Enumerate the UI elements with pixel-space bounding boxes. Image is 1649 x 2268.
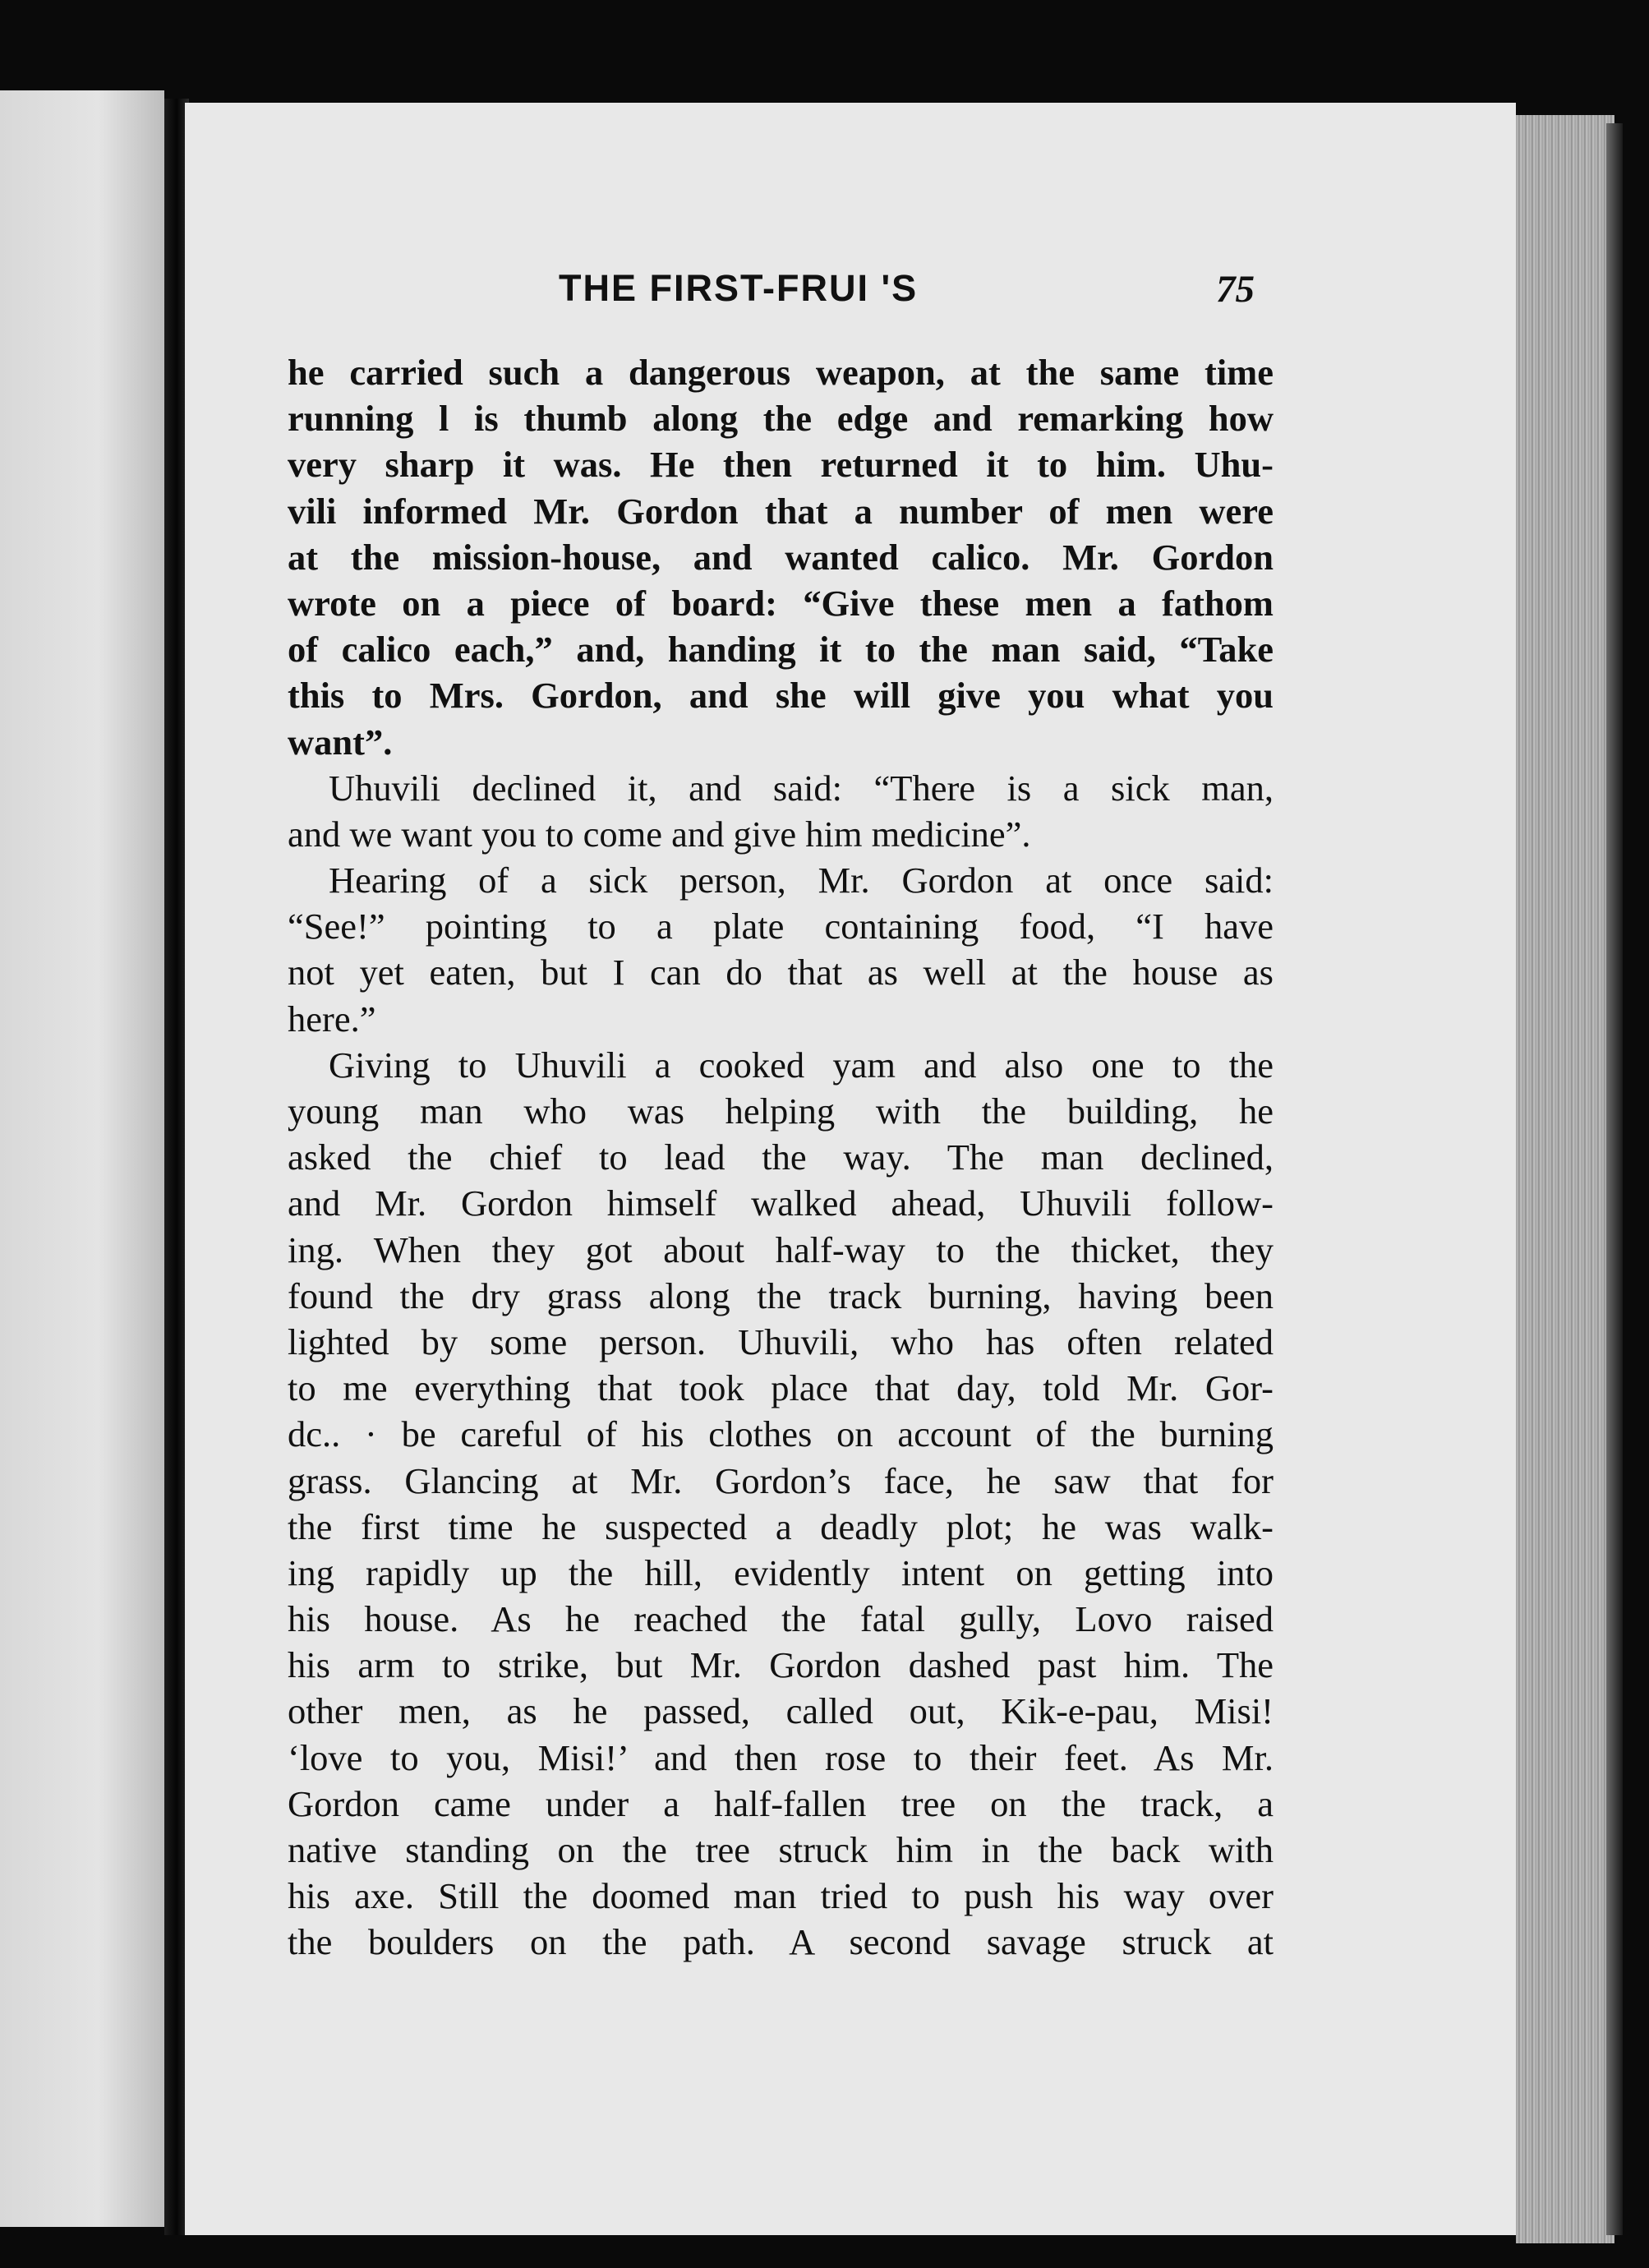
text-line: lighted by some person. Uhuvili, who has often related <box>288 1321 1274 1362</box>
text-line: want”. <box>288 721 393 763</box>
text-line: his axe. Still the doomed man tried to push his way over <box>288 1875 1274 1917</box>
text-line: running l is thumb along the edge and remarking how <box>288 398 1274 440</box>
text-line: of calico each,” and, handing it to the man said, “Take <box>288 629 1274 671</box>
text-line: here.” <box>288 998 376 1040</box>
text-line: found the dry grass along the track burning, having been <box>288 1275 1274 1316</box>
text-line: and we want you to come and give him medicine”. <box>288 813 1031 855</box>
text-line: young man who was helping with the building, he <box>288 1090 1274 1132</box>
text-line: Gordon came under a half-fallen tree on the track, a <box>288 1782 1274 1824</box>
text-line: at the mission-house, and wanted calico. Mr. Gordon <box>288 536 1274 578</box>
text-line: vili informed Mr. Gordon that a number of men were <box>288 490 1274 532</box>
text-line: Uhuvili declined it, and said: “There is a sick man, <box>329 767 1274 809</box>
text-line: he carried such a dangerous weapon, at the same time <box>288 352 1274 393</box>
previous-page-edge <box>0 90 164 2227</box>
text-line: dc.. · be careful of his clothes on account of the burning <box>288 1413 1274 1455</box>
text-line: wrote on a piece of board: “Give these men a fathom <box>288 582 1274 624</box>
text-line: ing. When they got about half-way to the thicket, they <box>288 1228 1274 1270</box>
page-stack-shadow <box>1606 123 1623 2235</box>
text-line: other men, as he passed, called out, Kik-e-pau, Misi! <box>288 1690 1274 1732</box>
text-line: ing rapidly up the hill, evidently intent on getting into <box>288 1551 1274 1593</box>
text-line: Giving to Uhuvili a cooked yam and also one to the <box>329 1044 1274 1086</box>
running-head-title: THE FIRST-FRUI 'S <box>559 267 919 309</box>
text-line: to me everything that took place that day, told Mr. Gor- <box>288 1367 1274 1409</box>
text-line: native standing on the tree struck him in the back with <box>288 1829 1274 1870</box>
text-line: the first time he suspected a deadly plot; he was walk- <box>288 1505 1274 1547</box>
text-line: grass. Glancing at Mr. Gordon’s face, he saw that for <box>288 1459 1274 1501</box>
text-line: his arm to strike, but Mr. Gordon dashed past him. The <box>288 1644 1274 1686</box>
text-line: not yet eaten, but I can do that as well at the house as <box>288 952 1274 993</box>
text-line: this to Mrs. Gordon, and she will give you what you <box>288 675 1274 717</box>
text-line: “See!” pointing to a plate containing food, “I have <box>288 906 1274 947</box>
text-line: very sharp it was. He then returned it to him. Uhu- <box>288 444 1274 486</box>
text-line: Hearing of a sick person, Mr. Gordon at once said: <box>329 860 1274 901</box>
page-number: 75 <box>1216 268 1255 311</box>
body-text <box>288 349 1274 1966</box>
text-line: asked the chief to lead the way. The man declined, <box>288 1136 1274 1178</box>
text-line: his house. As he reached the fatal gully, Lovo raised <box>288 1598 1274 1640</box>
text-line: the boulders on the path. A second savage struck at <box>288 1921 1274 1963</box>
text-line: ‘love to you, Misi!’ and then rose to their feet. As Mr. <box>288 1736 1274 1778</box>
page-stack-edge <box>1516 115 1614 2243</box>
text-line: and Mr. Gordon himself walked ahead, Uhuvili follow- <box>288 1182 1274 1224</box>
running-head <box>288 267 1274 325</box>
